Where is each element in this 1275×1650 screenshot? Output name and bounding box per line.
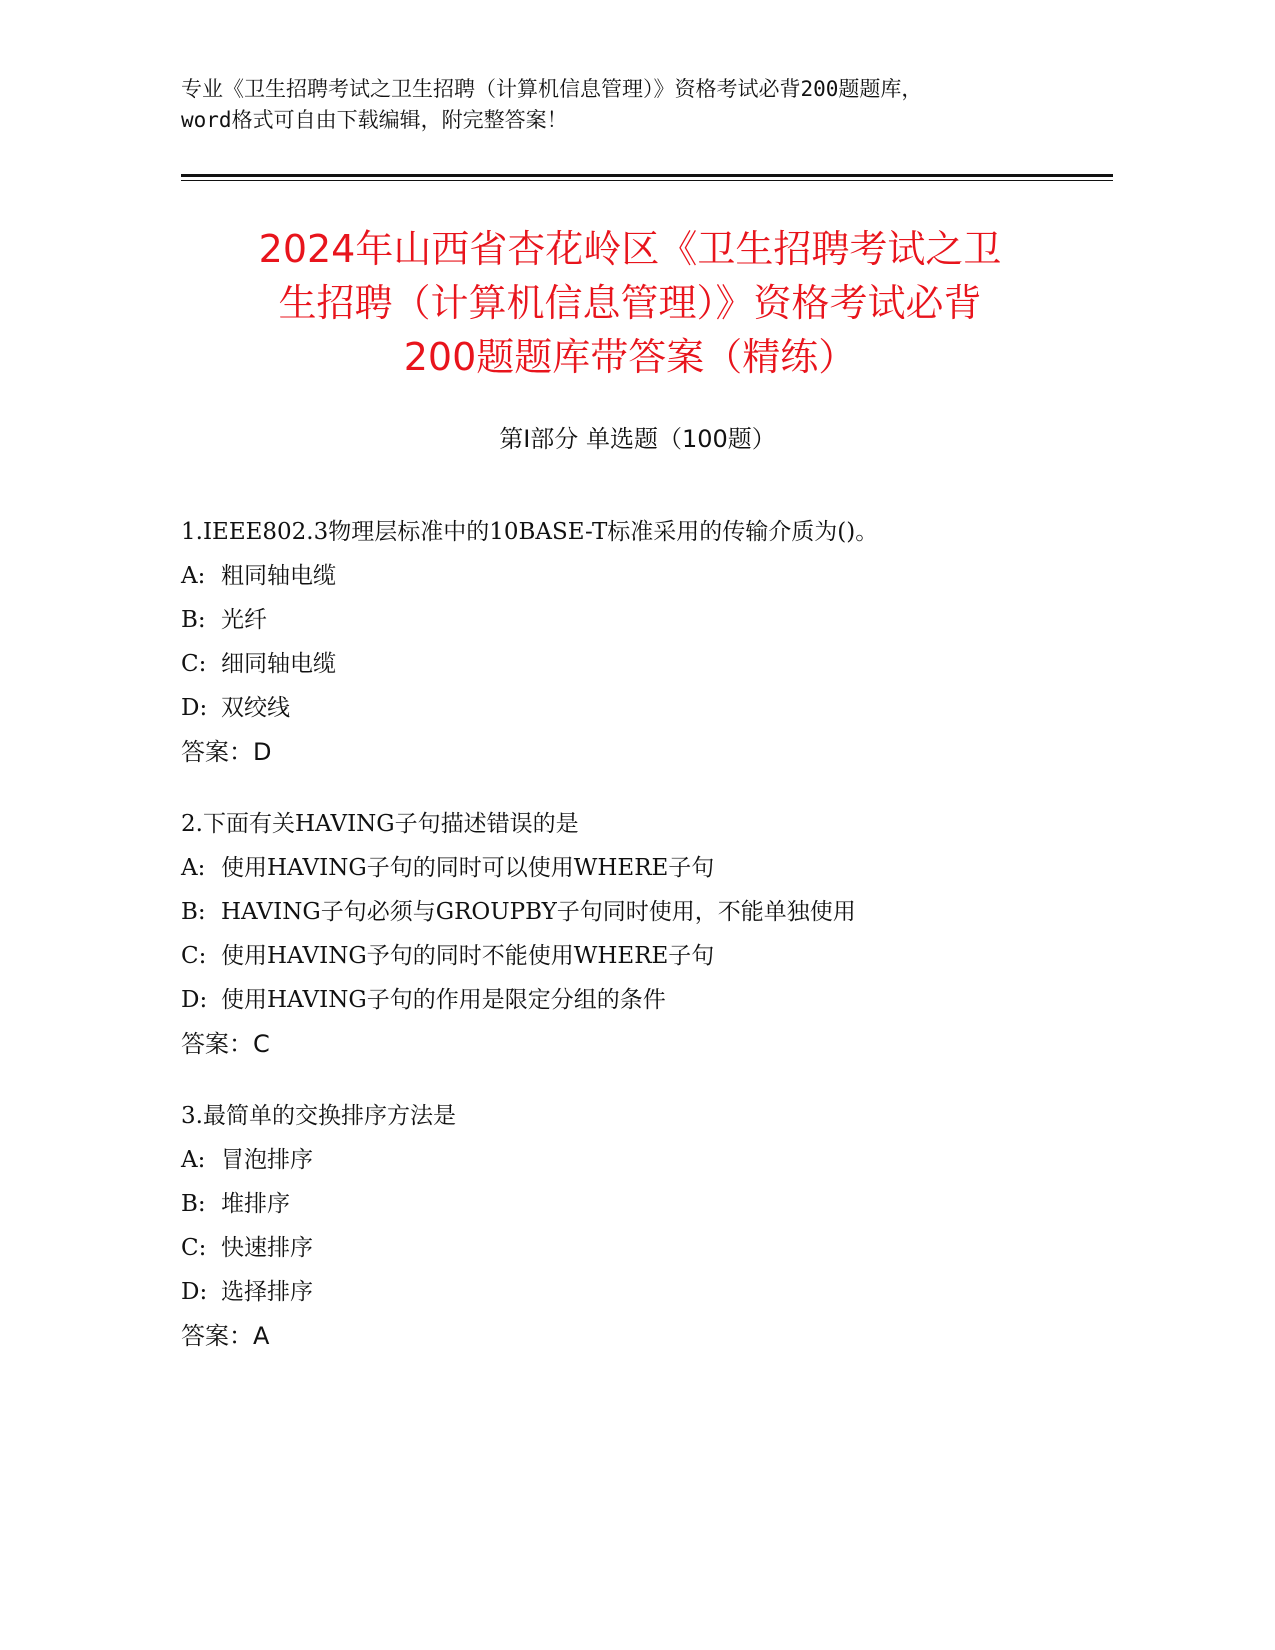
option-text: 快速排序 xyxy=(221,1235,313,1261)
option-key: A: xyxy=(181,563,206,589)
header-line-1: 专业《卫生招聘考试之卫生招聘（计算机信息管理）》资格考试必背200题题库， xyxy=(181,77,923,101)
title-line-3: 200题题库带答案（精练） xyxy=(403,335,857,379)
option-c xyxy=(181,934,1111,978)
option-key: D: xyxy=(181,1279,208,1305)
document-header xyxy=(181,74,1111,136)
option-text: 使用HAVING子句的同时可以使用WHERE子句 xyxy=(221,855,715,881)
option-text: 双绞线 xyxy=(221,695,290,721)
option-key: A: xyxy=(181,1147,206,1173)
option-text: HAVING子句必须与GROUPBY子句同时使用，不能单独使用 xyxy=(221,899,856,925)
title-line-2: 生招聘（计算机信息管理）》资格考试必背 xyxy=(278,281,982,325)
option-key: B: xyxy=(181,1191,206,1217)
option-c xyxy=(181,642,1111,686)
option-text: 使用HAVING子句的作用是限定分组的条件 xyxy=(221,987,666,1013)
option-d xyxy=(181,686,1111,730)
option-text: 冒泡排序 xyxy=(221,1147,313,1173)
option-key: B: xyxy=(181,899,206,925)
option-b xyxy=(181,598,1111,642)
option-text: 堆排序 xyxy=(221,1191,290,1217)
question-3 xyxy=(181,1094,1111,1358)
option-text: 使用HAVING予句的同时不能使用WHERE子句 xyxy=(221,943,715,969)
answer-line: 答案：C xyxy=(181,1030,270,1058)
option-d xyxy=(181,978,1111,1022)
header-divider-thin xyxy=(181,180,1113,181)
option-d xyxy=(181,1270,1111,1314)
header-line-2: word格式可自由下载编辑，附完整答案！ xyxy=(181,108,568,132)
option-key: A: xyxy=(181,855,206,881)
option-b xyxy=(181,1182,1111,1226)
option-key: D: xyxy=(181,695,208,721)
option-c xyxy=(181,1226,1111,1270)
option-text: 粗同轴电缆 xyxy=(221,563,336,589)
option-key: D: xyxy=(181,987,208,1013)
option-b xyxy=(181,890,1111,934)
option-text: 光纤 xyxy=(221,607,267,633)
option-key: C: xyxy=(181,943,207,969)
question-1 xyxy=(181,510,1111,774)
option-a xyxy=(181,554,1111,598)
option-key: C: xyxy=(181,651,207,677)
option-a xyxy=(181,846,1111,890)
option-text: 细同轴电缆 xyxy=(221,651,336,677)
option-key: B: xyxy=(181,607,206,633)
answer-line: 答案：D xyxy=(181,738,272,766)
question-2 xyxy=(181,802,1111,1066)
document-title xyxy=(150,222,1110,384)
question-list xyxy=(181,510,1111,1386)
question-stem: 2.下面有关HAVING子句描述错误的是 xyxy=(181,811,579,837)
question-stem: 3.最简单的交换排序方法是 xyxy=(181,1103,456,1129)
option-a xyxy=(181,1138,1111,1182)
section-title: 第Ⅰ部分 单选题（100题） xyxy=(499,425,776,453)
title-line-1: 2024年山西省杏花岭区《卫生招聘考试之卫 xyxy=(258,227,1002,271)
header-divider-thick xyxy=(181,174,1113,177)
option-text: 选择排序 xyxy=(221,1279,313,1305)
answer-line: 答案：A xyxy=(181,1322,270,1350)
question-stem: 1.IEEE802.3物理层标准中的10BASE-T标准采用的传输介质为()。 xyxy=(181,519,879,545)
option-key: C: xyxy=(181,1235,207,1261)
